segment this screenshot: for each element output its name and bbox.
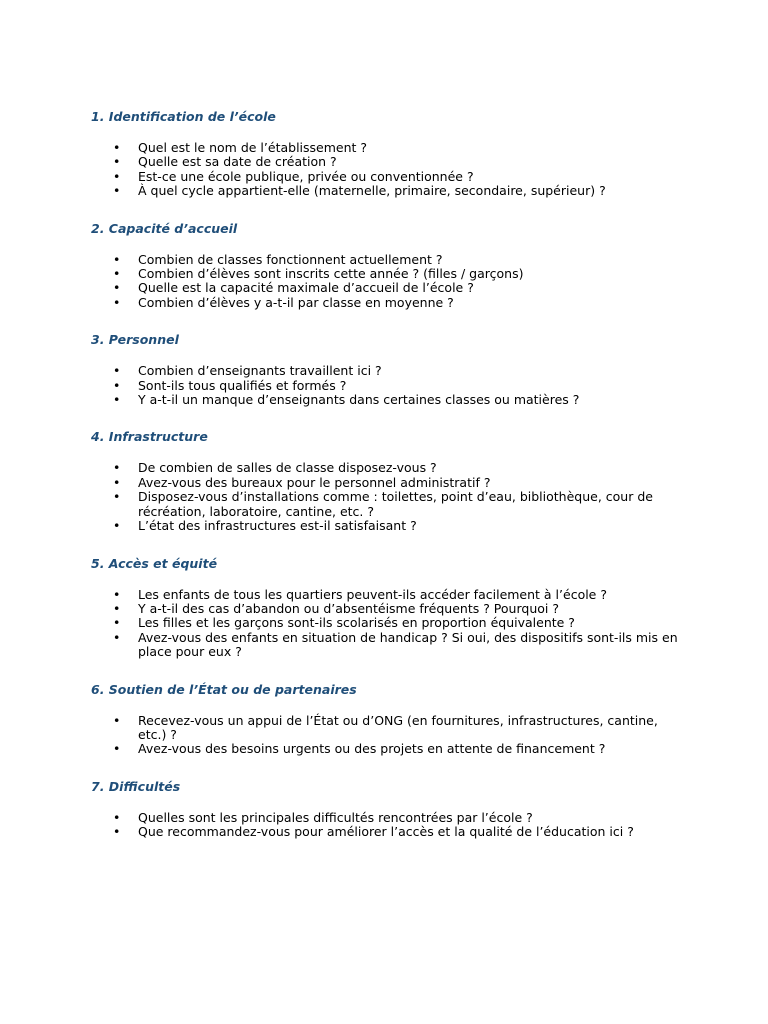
list-item-text: Quel est le nom de l’établissement ? [138,140,368,155]
section-list-acces-equite [91,588,691,660]
list-item [91,588,678,602]
list-item-text: Les filles et les garçons sont-ils scolarisés en proportion équivalente ? [138,615,575,631]
list-item-text: Combien de classes fonctionnent actuellement ? [138,251,443,267]
list-item [91,461,678,475]
list-item-text: De combien de salles de classe disposez-vous ? [138,460,437,476]
section-list-capacite [91,253,691,311]
bullet-icon: • [113,615,121,631]
list-item [91,714,678,743]
list-item-text: Combien d’enseignants travaillent ici ? [138,363,382,379]
list-item [91,379,678,393]
section-heading-personnel: 3. Personnel [91,332,179,348]
list-item-text: Combien d’élèves y a-t-il par classe en moyenne ? [138,294,454,310]
bullet-icon: • [113,377,121,393]
bullet-icon: • [113,629,121,645]
section-list-difficultes [91,811,691,840]
list-item-text: Avez-vous des besoins urgents ou des projets en attente de financement ? [138,741,606,757]
list-item-text: L’état des infrastructures est-il satisfaisant ? [138,518,417,534]
list-item [91,184,678,198]
list-item-text: Combien d’élèves sont inscrits cette année ? (filles / garçons) [138,266,524,282]
list-item [91,825,678,839]
bullet-icon: • [113,363,121,379]
bullet-icon: • [113,712,121,728]
list-item [91,631,678,660]
list-item-text: Quelle est sa date de création ? [138,154,337,170]
list-item [91,742,678,756]
bullet-icon: • [113,294,121,310]
section-list-identification [91,141,691,199]
list-item-text: Recevez-vous un appui de l’État ou d’ONG (en fournitures, infrastructures, cantine, etc.) ? [138,712,658,742]
bullet-icon: • [113,586,121,602]
bullet-icon: • [113,809,121,825]
list-item [91,519,678,533]
list-item-text: Disposez-vous d’installations comme : toilettes, point d’eau, bibliothèque, cour de récréation, laboratoire, cantine, etc. ? [138,489,653,519]
section-heading-soutien: 6. Soutien de l’État ou de partenaires [91,681,357,697]
bullet-icon: • [113,392,121,408]
bullet-icon: • [113,741,121,757]
list-item [91,267,678,281]
list-item-text: Que recommandez-vous pour améliorer l’accès et la qualité de l’éducation ici ? [138,824,634,840]
bullet-icon: • [113,251,121,267]
list-item [91,296,678,310]
section-list-personnel [91,364,691,407]
list-item-text: Les enfants de tous les quartiers peuvent-ils accéder facilement à l’école ? [138,586,607,602]
list-item-text: À quel cycle appartient-elle (maternelle, primaire, secondaire, supérieur) ? [138,183,606,199]
list-item [91,616,678,630]
section-heading-acces-equite: 5. Accès et équité [91,555,218,571]
list-item-text: Avez-vous des enfants en situation de handicap ? Si oui, des dispositifs sont-ils mis en place pour eux ? [138,629,678,660]
list-item [91,141,678,155]
bullet-icon: • [113,600,121,616]
list-item-text: Quelle est la capacité maximale d’accueil de l’école ? [138,280,474,296]
list-item [91,476,678,490]
list-item-text: Y a-t-il des cas d’abandon ou d’absentéisme fréquents ? Pourquoi ? [138,600,559,616]
bullet-icon: • [113,489,121,505]
bullet-icon: • [113,518,121,534]
list-item [91,253,678,267]
list-item-text: Sont-ils tous qualifiés et formés ? [138,377,347,393]
section-heading-capacite: 2. Capacité d’accueil [91,220,238,236]
bullet-icon: • [113,140,121,155]
list-item [91,811,678,825]
list-item-text: Est-ce une école publique, privée ou conventionnée ? [138,168,474,184]
bullet-icon: • [113,474,121,490]
bullet-icon: • [113,266,121,282]
list-item [91,393,678,407]
list-item-text: Avez-vous des bureaux pour le personnel administratif ? [138,474,491,490]
bullet-icon: • [113,183,121,199]
bullet-icon: • [113,154,121,170]
bullet-icon: • [113,280,121,296]
list-item [91,281,678,295]
list-item-text: Quelles sont les principales difficultés rencontrées par l’école ? [138,809,533,825]
section-list-soutien [91,714,691,757]
section-heading-infrastructure: 4. Infrastructure [91,429,208,445]
list-item [91,364,678,378]
list-item [91,602,678,616]
bullet-icon: • [113,460,121,476]
bullet-icon: • [113,168,121,184]
section-heading-identification: 1. Identification de l’école [91,109,276,124]
document-page [91,108,691,861]
list-item-text: Y a-t-il un manque d’enseignants dans certaines classes ou matières ? [138,392,580,408]
section-heading-difficultes: 7. Difficultés [91,778,181,794]
list-item [91,155,678,169]
list-item [91,490,678,519]
list-item [91,170,678,184]
section-list-infrastructure [91,461,691,533]
bullet-icon: • [113,824,121,840]
